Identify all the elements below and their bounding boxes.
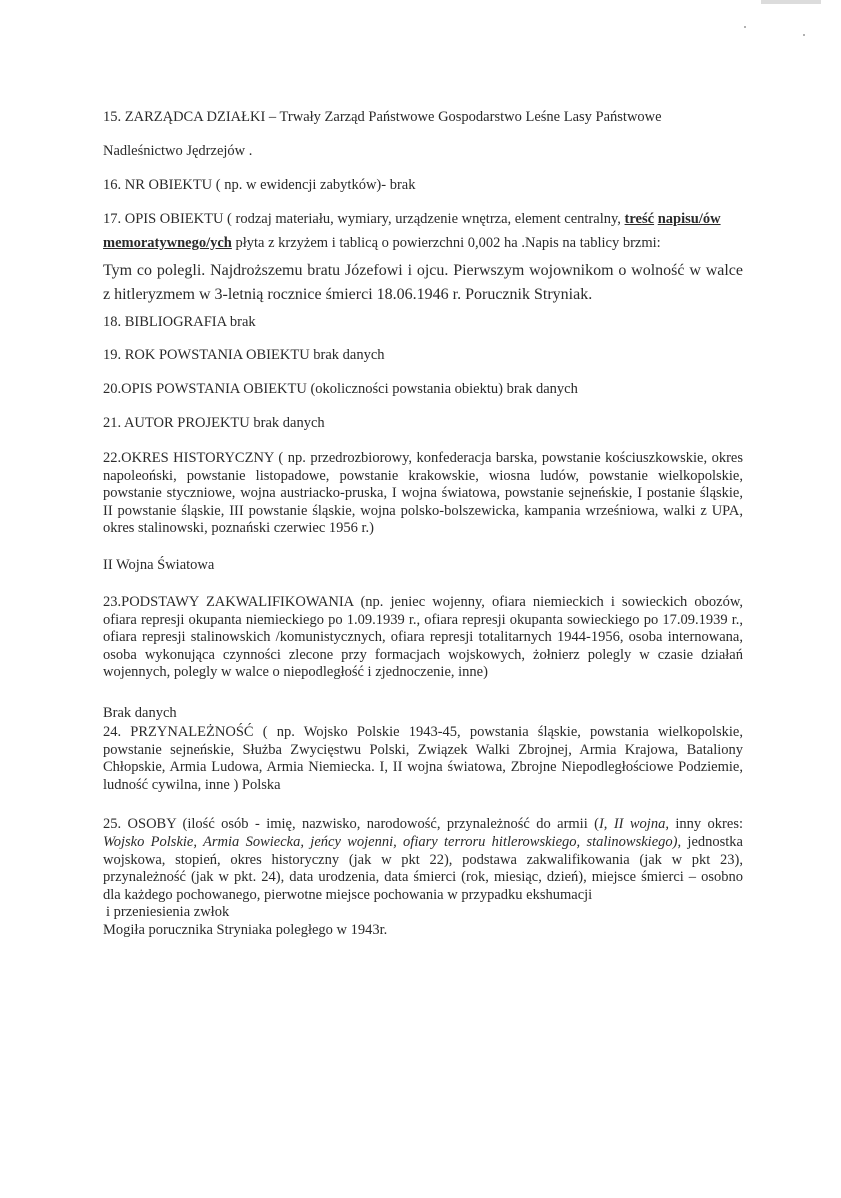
section-22-value: II Wojna Światowa (103, 556, 215, 573)
section-17-underlined-1: treść (624, 211, 655, 227)
section-25-value: Mogiła porucznika Stryniaka poległego w 1943r. (103, 921, 388, 938)
section-23-value: Brak danych (103, 704, 177, 721)
section-17-rest: płyta z krzyżem i tablicą o powierzchni 0,002 ha .Napis na tablicy brzmi: (231, 234, 661, 251)
section-15-line1: 15. ZARZĄDCA DZIAŁKI – Trwały Zarząd Państwowe Gospodarstwo Leśne Lasy Państwowe (103, 109, 662, 125)
scan-edge-mark (761, 0, 821, 4)
section-17-intro: 17. OPIS OBIEKTU ( rodzaj materiału, wymiary, urządzenie wnętrza, element centralny, (103, 211, 625, 227)
section-25-a: 25. OSOBY (ilość osób - imię, nazwisko, narodowość, przynależność do armii ( (103, 816, 599, 833)
section-19: 19. ROK POWSTANIA OBIEKTU brak danych (103, 347, 385, 363)
section-16: 16. NR OBIEKTU ( np. w ewidencji zabytków)- brak (103, 177, 416, 193)
section-25-d: i przeniesienia zwłok (106, 904, 230, 921)
section-25-c: jednostka wojskowa, stopień, okres historyczny (jak w pkt 22), podstawa zakwalifikowania (jak w pkt 23), przynależność (jak w pkt. 24), data urodzenia, data śmierci (rok, miesiąc, dzień), miejsce śmierci – osobno dla każdego pochowanego, pierwotne miejsce pochowania w przypadku ekshumacji (103, 833, 743, 903)
scan-speck (744, 26, 746, 28)
section-25-b: inny okres: (668, 816, 743, 833)
section-25-italic-1: I, II wojna, (598, 816, 669, 833)
scan-speck (803, 34, 805, 36)
section-25 (103, 816, 743, 904)
section-21: 21. AUTOR PROJEKTU brak danych (103, 415, 325, 431)
section-17-inscription: Tym co polegli. Najdroższemu bratu Józefowi i ojcu. Pierwszym wojownikom o wolność w walce z hitleryzmem w 3-letnią rocznice śmierci 18.06.1946 r. Porucznik Stryniak. (103, 262, 743, 303)
section-23: 23.PODSTAWY ZAKWALIFIKOWANIA (np. jeniec wojenny, ofiara niemieckich i sowieckich obozów, ofiara represji okupanta niemieckiego po 1.09.1939 r., ofiara represji okupanta sowieckiego po 17.09.1939 r., ofiara represji stalinowskich /komunistycznych, ofiara represji totalitarnych 1944-1956, osoba internowana, osoba wykonująca czynności zlecone przy formacjach wojskowych, żołnierz polegly w czasie działań wojennych, polegly w walce o niepodległość i zjednoczenie, inne) (103, 593, 743, 681)
section-17-underlined-2: napisu/ów memoratywnego/ych (103, 211, 721, 251)
section-24: 24. PRZYNALEŻNOŚĆ ( np. Wojsko Polskie 1943-45, powstania śląskie, powstania wielkopolskie, powstanie sejneńskie, Służba Zwycięstwu Polski, Związek Walki Zbrojnej, Armia Krajowa, Bataliony Chłopskie, Armia Ludowa, Armia Niemiecka. I, II wojna światowa, Zbrojne Niepodległościowe Podziemie, ludność cywilna, inne ) Polska (103, 723, 743, 793)
section-18: 18. BIBLIOGRAFIA brak (103, 314, 256, 330)
section-25-italic-2: Wojsko Polskie, Armia Sowiecka, jeńcy wojenni, ofiary terroru hitlerowskiego, stalinowskiego), (103, 833, 682, 850)
section-15-line2: Nadleśnictwo Jędrzejów . (103, 143, 253, 159)
section-22: 22.OKRES HISTORYCZNY ( np. przedrozbiorowy, konfederacja barska, powstanie kościuszkowskie, okres napoleoński, powstanie listopadowe, powstanie krakowskie, wiosna ludów, powstanie wielkopolskie, powstanie styczniowe, wojna austriacko-pruska, I wojna światowa, powstanie sejneńskie, I postanie śląskie, II powstanie śląskie, III powstanie śląskie, wojna polsko-bolszewicka, kampania wrześniowa, walki z UPA, okres stalinowski, poznański czerwiec 1956 r.) (103, 450, 743, 537)
section-17 (103, 208, 743, 255)
document-body (103, 104, 743, 939)
section-20: 20.OPIS POWSTANIA OBIEKTU (okoliczności powstania obiektu) brak danych (103, 381, 578, 397)
